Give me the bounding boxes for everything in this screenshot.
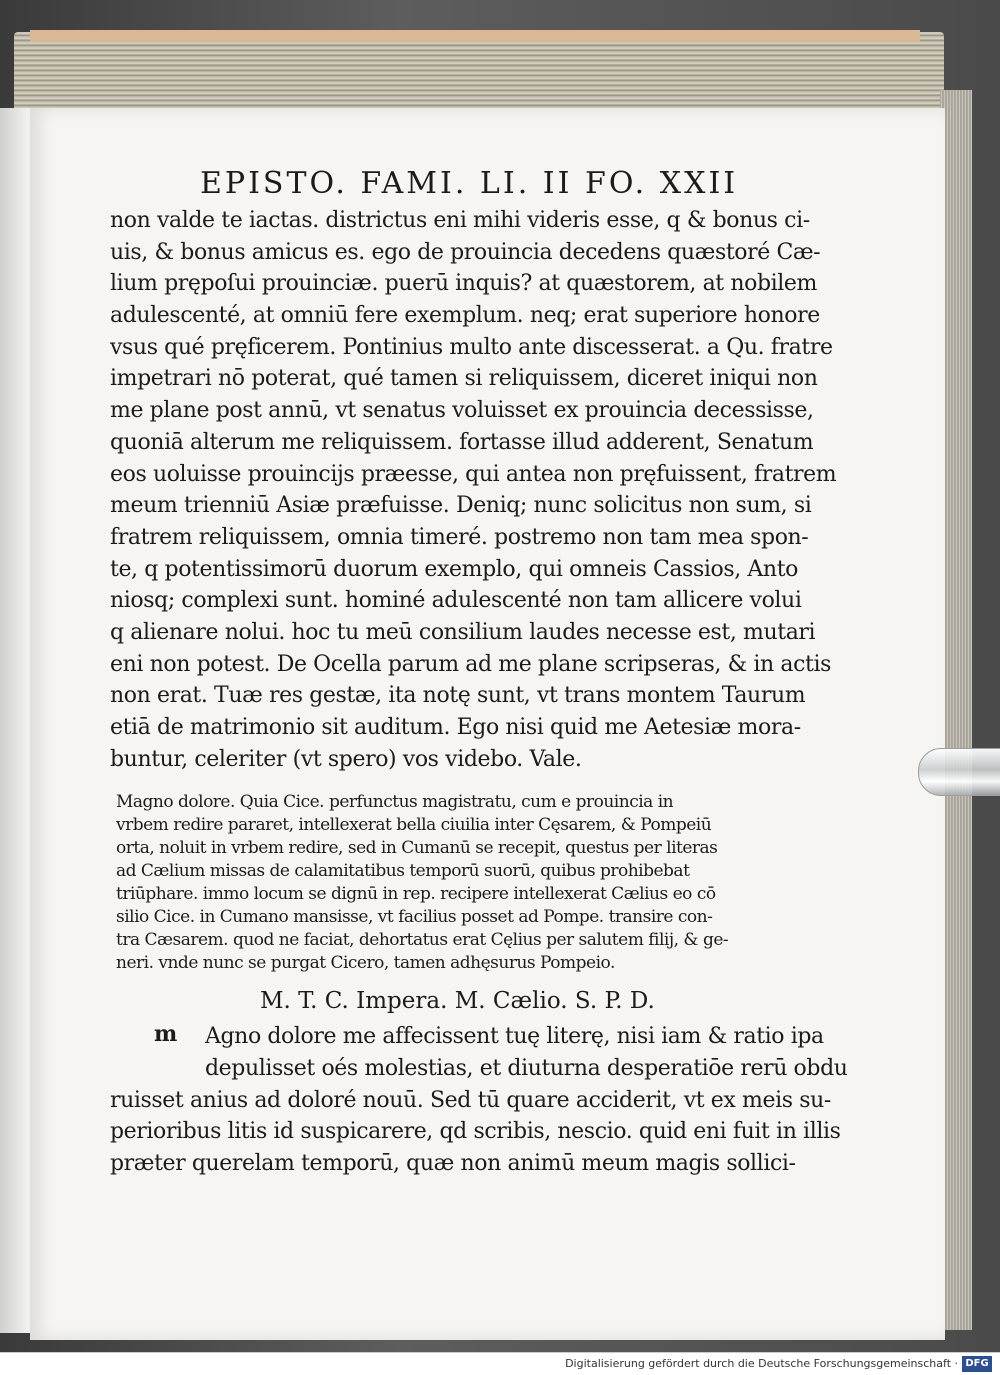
commentary-line: neri. vnde nunc se purgat Cicero, tamen adhęsurus Pompeio. — [116, 953, 615, 974]
letter-text — [110, 1021, 848, 1179]
initial-guide-letter: m — [154, 1021, 178, 1048]
text-line: etiā de matrimonio sit auditum. Ego nisi quid me Aetesiæ mora- — [110, 715, 801, 740]
text-line: eni non potest. De Ocella parum ad me plane scripseras, & in actis — [110, 651, 831, 677]
commentary-block — [116, 791, 735, 975]
text-line: buntur, celeriter (vt spero) vos videbo. Vale. — [110, 746, 582, 772]
letter-line: præter querelam temporū, quæ non animū meum magis sollici- — [110, 1151, 796, 1177]
commentary-line: ad Cælium missas de calamitatibus temporū suorū, quibus prohibebat — [116, 861, 690, 882]
text-line: te, q potentissimorū duorum exemplo, qui omneis Cassios, Anto — [110, 556, 798, 582]
commentary-line: silio Cice. in Cumano mansisse, vt facilius posset ad Pompe. transire con- — [116, 907, 713, 928]
text-line: vsus qué pręficerem. Pontinius multo ante discesserat. a Qu. fratre — [110, 334, 833, 360]
text-line: quoniā alterum me reliquissem. fortasse illud adderent, Senatum — [110, 429, 814, 455]
letter-line: Agno dolore me affecissent tuę literę, nisi iam & ratio ipa — [205, 1024, 824, 1050]
glass-page-holder — [918, 748, 1000, 796]
text-line: fratrem reliquissem, omnia timeré. postremo non tam mea spon- — [110, 524, 809, 550]
page-text-block — [110, 163, 848, 1180]
text-line: lium prępoſui prouinciæ. puerū inquis? at quæstorem, at nobilem — [110, 271, 817, 297]
text-line: q alienare nolui. hoc tu meū consilium laudes necesse est, mutari — [110, 619, 816, 645]
commentary-line: vrbem redire pararet, intellexerat bella ciuilia inter Cęsarem, & Pompeiū — [116, 815, 712, 836]
text-line: uis, & bonus amicus es. ego de prouincia decedens quæstoré Cæ- — [110, 239, 821, 265]
running-head: EPISTO. FAMI. LI. II FO. XXII — [200, 166, 739, 201]
text-line: adulescenté, at omniū fere exemplum. neq; erat superiore honore — [110, 303, 820, 329]
letter-line: depulisset oés molestias, et diuturna desperatiōe rerū obdu — [205, 1056, 848, 1082]
dfg-logo: DFG — [962, 1356, 992, 1372]
text-line: impetrari nō poterat, qué tamen si reliquissem, diceret iniqui non — [110, 366, 818, 392]
commentary-line: triūphare. immo locum se dignū in rep. recipere intellexerat Cælius eo cō — [116, 884, 716, 905]
letter-heading: M. T. C. Impera. M. Cælio. S. P. D. — [260, 988, 655, 1015]
main-text — [110, 205, 837, 775]
text-line: non erat. Tuæ res gestæ, ita notę sunt, vt trans montem Taurum — [110, 683, 806, 709]
letter-line: perioribus litis id suspicarere, qd scribis, nescio. quid eni fuit in illis — [110, 1119, 841, 1145]
funding-notice: Digitalisierung gefördert durch die Deutsche Forschungsgemeinschaft · — [565, 1357, 958, 1370]
commentary-line: tra Cæsarem. quod ne faciat, dehortatus erat Cęlius per salutem filij, & ge- — [116, 930, 729, 951]
text-line: meum trienniū Asiæ præfuisse. Deniq; nunc solicitus non sum, si — [110, 493, 812, 519]
text-line: me plane post annū, vt senatus voluisset ex prouincia decessisse, — [110, 398, 814, 424]
text-line: niosq; complexi sunt. hominé adulescenté non tam allicere volui — [110, 588, 802, 614]
footer-bar — [0, 1352, 1000, 1375]
page-edges — [14, 32, 944, 117]
top-edge-strip — [30, 30, 920, 42]
text-line: eos uoluisse prouincijs præesse, qui antea non pręfuissent, fratrem — [110, 461, 837, 487]
commentary-line: orta, noluit in vrbem redire, sed in Cumanū se recepit, questus per literas — [116, 838, 718, 859]
commentary-line: Magno dolore. Quia Cice. perfunctus magistratu, cum e prouincia in — [116, 792, 674, 813]
letter-line: ruisset anius ad doloré nouū. Sed tū quare acciderit, vt ex meis su- — [110, 1087, 831, 1113]
text-line: non valde te iactas. districtus eni mihi videris esse, q & bonus ci- — [110, 208, 810, 233]
